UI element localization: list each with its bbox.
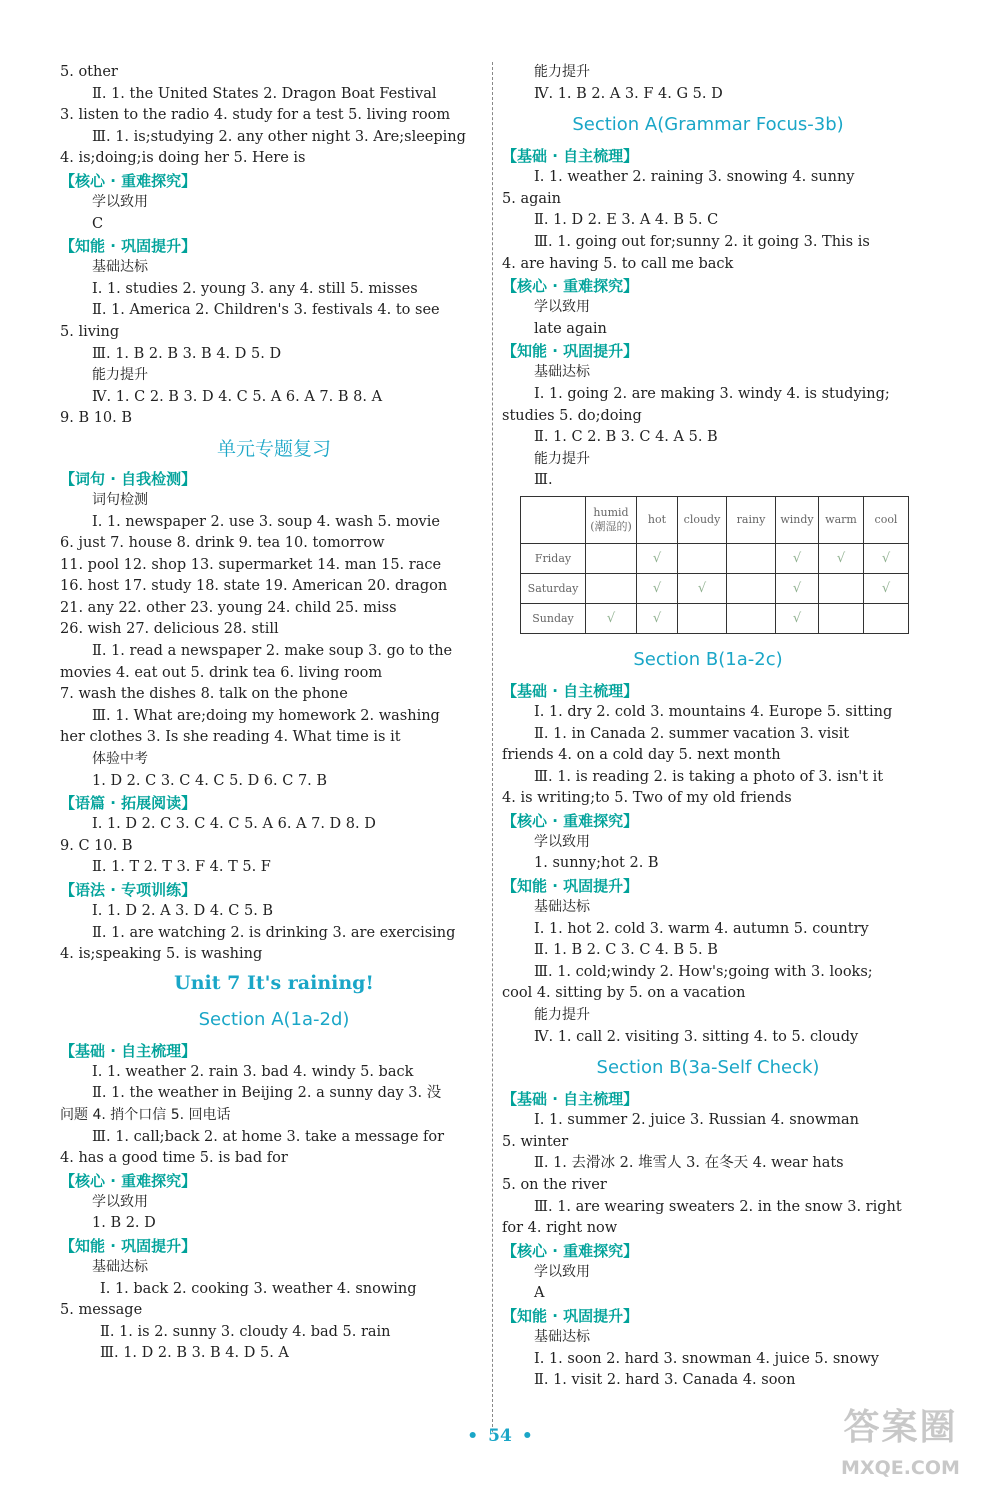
answer-line: Ⅲ. 1. cold;windy 2. How's;going with 3. looks; [534, 963, 873, 980]
weather-check-cell [637, 543, 678, 573]
answer-line: Ⅱ. 1. are watching 2. is drinking 3. are exercising [92, 924, 456, 941]
section-tag: 【基础 · 自主梳理】 [60, 1041, 197, 1060]
answer-line: Ⅲ. 1. is reading 2. is taking a photo of 3. isn't it [534, 768, 884, 785]
weather-header-cell: cool [864, 496, 909, 543]
weather-check-cell [678, 573, 727, 603]
section-title: Section A(1a-2d) [198, 1008, 350, 1030]
answer-line: Ⅰ. 1. going 2. are making 3. windy 4. is studying; [534, 385, 890, 402]
right-column [502, 62, 914, 1392]
weather-check-cell [776, 573, 819, 603]
answer-line: Ⅱ. 1. C 2. B 3. C 4. A 5. B [534, 429, 718, 446]
column-divider [492, 62, 493, 1432]
weather-check-cell [586, 603, 637, 633]
answer-line: 16. host 17. study 18. state 19. American 20. dragon [60, 578, 448, 595]
answer-line: Ⅰ. 1. dry 2. cold 3. mountains 4. Europe 5. sitting [534, 703, 893, 720]
section-tag: 【知能 · 巩固提升】 [502, 342, 639, 361]
section-tag: 【基础 · 自主梳理】 [502, 147, 639, 166]
check-mark: √ [836, 550, 846, 566]
section-tag: 【语法 · 专项训练】 [60, 881, 197, 899]
answer-line: Ⅲ. 1. What are;doing my homework 2. washing [92, 707, 440, 724]
answer-line: 学以致用 [92, 193, 148, 210]
answer-line: 基础达标 [92, 1258, 148, 1275]
weather-header-cell: cloudy [678, 496, 727, 543]
answer-line: 5. again [502, 190, 561, 207]
weather-header-cell [521, 496, 586, 543]
answer-line: 4. is;speaking 5. is washing [60, 946, 263, 963]
answer-line: Ⅲ. 1. B 2. B 3. B 4. D 5. D [92, 345, 282, 362]
answer-line: Ⅱ. 1. the United States 2. Dragon Boat Festival [92, 85, 437, 102]
weather-check-cell [776, 603, 819, 633]
answer-line: 5. living [60, 323, 120, 340]
unit-title: Unit 7 It's raining! [174, 971, 374, 994]
answer-line: 学以致用 [92, 1193, 148, 1210]
answer-line: 3. listen to the radio 4. study for a test 5. living room [60, 107, 451, 124]
section-title: Section B(1a-2c) [633, 648, 783, 670]
answer-line: Ⅱ. 1. the weather in Beijing 2. a sunny day 3. 没 [92, 1085, 442, 1102]
weather-row [521, 543, 909, 573]
weather-check-cell [727, 603, 776, 633]
weather-header-cell: hot [637, 496, 678, 543]
answer-line: 6. just 7. house 8. drink 9. tea 10. tomorrow [60, 535, 385, 552]
answer-line: Ⅱ. 1. is 2. sunny 3. cloudy 4. bad 5. rain [100, 1323, 391, 1340]
answer-line: 1. D 2. C 3. C 4. C 5. D 6. C 7. B [92, 772, 328, 789]
answer-line: Ⅱ. 1. America 2. Children's 3. festivals 4. to see [92, 302, 440, 319]
answer-line: A [534, 1285, 545, 1302]
check-mark: √ [792, 610, 802, 626]
answer-line: cool 4. sitting by 5. on a vacation [502, 985, 746, 1002]
weather-check-cell [819, 573, 864, 603]
weather-day-cell: Saturday [521, 573, 586, 603]
section-tag: 【知能 · 巩固提升】 [502, 1306, 639, 1325]
check-mark: √ [697, 580, 707, 596]
weather-check-cell [864, 603, 909, 633]
section-tag: 【核心 · 重难探究】 [60, 171, 197, 190]
weather-check-cell [678, 603, 727, 633]
answer-line: Ⅲ. [534, 472, 553, 489]
answer-line: Ⅰ. 1. weather 2. rain 3. bad 4. windy 5. back [92, 1063, 414, 1080]
answer-line: for 4. right now [502, 1220, 618, 1237]
answer-line: Ⅰ. 1. D 2. A 3. D 4. C 5. B [92, 903, 274, 919]
answer-line: 5. on the river [502, 1177, 607, 1193]
weather-check-cell [727, 543, 776, 573]
answer-line: 词句检测 [92, 491, 148, 508]
weather-check-cell [864, 573, 909, 603]
section-tag: 【核心 · 重难探究】 [502, 1241, 639, 1260]
weather-check-cell [819, 603, 864, 633]
weather-check-cell [727, 573, 776, 603]
weather-check-cell [819, 543, 864, 573]
section-tag: 【基础 · 自主梳理】 [502, 1090, 639, 1109]
page-dot-left: • [467, 1426, 479, 1446]
weather-check-cell [864, 543, 909, 573]
weather-day-cell: Sunday [521, 603, 586, 633]
answer-line: 基础达标 [534, 1328, 590, 1345]
weather-check-cell [586, 543, 637, 573]
answer-line: 9. B 10. B [60, 410, 133, 427]
check-mark: √ [652, 580, 662, 596]
answer-line: Ⅰ. 1. back 2. cooking 3. weather 4. snowing [100, 1280, 417, 1297]
answer-line: Ⅰ. 1. soon 2. hard 3. snowman 4. juice 5. snowy [534, 1350, 879, 1367]
left-column [60, 62, 488, 1365]
answer-line: 11. pool 12. shop 13. supermarket 14. man 15. race [60, 556, 442, 573]
check-mark: √ [652, 550, 662, 566]
answer-line: Ⅱ. 1. B 2. C 3. C 4. B 5. B [534, 942, 718, 959]
answer-line: Ⅰ. 1. newspaper 2. use 3. soup 4. wash 5. movie [92, 513, 440, 530]
weather-header-cell: windy [776, 496, 819, 543]
answer-line: 5. winter [502, 1133, 569, 1150]
answer-line: Ⅳ. 1. C 2. B 3. D 4. C 5. A 6. A 7. B 8. A [92, 388, 383, 405]
answer-line: movies 4. eat out 5. drink tea 6. living room [60, 664, 383, 681]
weather-check-cell [776, 543, 819, 573]
answer-line: Ⅲ. 1. call;back 2. at home 3. take a message for [92, 1128, 445, 1145]
weather-day-cell: Friday [521, 543, 586, 573]
page-dot-right: • [521, 1426, 533, 1446]
answer-line: her clothes 3. Is she reading 4. What time is it [60, 729, 401, 746]
answer-line: 基础达标 [534, 364, 590, 381]
answer-line: Ⅱ. 1. 去滑冰 2. 堆雪人 3. 在冬天 4. wear hats [534, 1155, 844, 1172]
answer-line: Ⅱ. 1. T 2. T 3. F 4. T 5. F [92, 859, 271, 876]
answer-line: 5. message [60, 1302, 143, 1319]
answer-line: 4. has a good time 5. is bad for [60, 1150, 288, 1167]
weather-check-cell [586, 573, 637, 603]
answer-line: 基础达标 [92, 259, 148, 276]
section-title: Section B(3a-Self Check) [596, 1057, 820, 1079]
answer-line: 4. is;doing;is doing her 5. Here is [60, 150, 306, 167]
check-mark: √ [881, 550, 891, 566]
check-mark: √ [881, 580, 891, 596]
answer-line: Ⅰ. 1. studies 2. young 3. any 4. still 5. misses [92, 280, 418, 297]
section-tag: 【知能 · 巩固提升】 [60, 237, 197, 256]
answer-line: 26. wish 27. delicious 28. still [60, 621, 279, 638]
answer-line: 1. sunny;hot 2. B [534, 855, 659, 872]
weather-row [521, 603, 909, 633]
section-tag: 【语篇 · 拓展阅读】 [60, 794, 197, 813]
answer-line: Ⅰ. 1. hot 2. cold 3. warm 4. autumn 5. country [534, 920, 869, 937]
answer-line: 能力提升 [534, 1007, 590, 1024]
answer-line: 21. any 22. other 23. young 24. child 25. miss [60, 599, 397, 616]
weather-header-cell: rainy [727, 496, 776, 543]
answer-line: Ⅳ. 1. B 2. A 3. F 4. G 5. D [534, 85, 723, 102]
answer-line: Ⅳ. 1. call 2. visiting 3. sitting 4. to 5. cloudy [534, 1028, 859, 1045]
section-title: Section A(Grammar Focus-3b) [572, 114, 844, 136]
answer-line: Ⅱ. 1. D 2. E 3. A 4. B 5. C [534, 212, 719, 229]
answer-line: Ⅰ. 1. weather 2. raining 3. snowing 4. sunny [534, 169, 855, 186]
answer-line: studies 5. do;doing [502, 407, 642, 424]
answer-line: Ⅲ. 1. are wearing sweaters 2. in the snow 3. right [534, 1198, 902, 1215]
answer-line: Ⅰ. 1. D 2. C 3. C 4. C 5. A 6. A 7. D 8. D [92, 816, 376, 833]
answer-line: 学以致用 [534, 1263, 590, 1280]
weather-row [521, 573, 909, 603]
section-tag: 【核心 · 重难探究】 [502, 277, 639, 296]
answer-line: 基础达标 [534, 899, 590, 916]
watermark-logo [813, 1400, 988, 1495]
section-tag: 【词句 · 自我检测】 [60, 469, 197, 488]
weather-check-cell [637, 603, 678, 633]
section-tag: 【基础 · 自主梳理】 [502, 681, 639, 700]
answer-line: 7. wash the dishes 8. talk on the phone [60, 686, 348, 703]
section-tag: 【核心 · 重难探究】 [60, 1171, 197, 1190]
answer-line: Ⅱ. 1. read a newspaper 2. make soup 3. go to the [92, 643, 453, 660]
answer-line: friends 4. on a cold day 5. next month [502, 747, 781, 764]
answer-line: Ⅱ. 1. in Canada 2. summer vacation 3. visit [534, 725, 850, 742]
section-tag: 【知能 · 巩固提升】 [60, 1236, 197, 1255]
answer-line: 5. other [60, 64, 118, 80]
section-tag: 【核心 · 重难探究】 [502, 811, 639, 830]
check-mark: √ [792, 580, 802, 596]
answer-line: Ⅲ. 1. going out for;sunny 2. it going 3. This is [534, 233, 870, 250]
watermark-url: MXQE.COM [841, 1457, 960, 1479]
weather-header-cell: humid (潮湿的) [586, 496, 637, 543]
answer-line: 4. are having 5. to call me back [502, 255, 734, 272]
weather-header-cell: warm [819, 496, 864, 543]
weather-check-cell [678, 543, 727, 573]
page-number-value: 54 [488, 1426, 512, 1446]
answer-line: C [92, 215, 104, 232]
check-mark: √ [792, 550, 802, 566]
review-title: 单元专题复习 [216, 437, 331, 460]
answer-line: Ⅲ. 1. D 2. B 3. B 4. D 5. A [100, 1345, 289, 1362]
answer-line: 能力提升 [534, 64, 590, 80]
answer-line: 学以致用 [534, 833, 590, 850]
answer-line: Ⅱ. 1. visit 2. hard 3. Canada 4. soon [534, 1372, 796, 1389]
answer-line: 体验中考 [92, 751, 148, 768]
check-mark: √ [652, 610, 662, 626]
answer-line: 能力提升 [92, 367, 148, 384]
answer-line: late again [534, 320, 607, 337]
answer-line: 1. B 2. D [92, 1215, 156, 1232]
answer-line: 能力提升 [534, 450, 590, 467]
check-mark: √ [606, 610, 616, 626]
answer-line: 9. C 10. B [60, 837, 133, 854]
answer-line: 4. is writing;to 5. Two of my old friends [502, 790, 792, 807]
watermark-text: 答案圈 [843, 1407, 958, 1448]
answer-line: Ⅲ. 1. is;studying 2. any other night 3. Are;sleeping [92, 128, 466, 145]
answer-line: 学以致用 [534, 299, 590, 316]
weather-check-cell [637, 573, 678, 603]
weather-table [520, 496, 909, 634]
answer-line: 问题 4. 捎个口信 5. 回电话 [60, 1106, 231, 1123]
answer-line: Ⅰ. 1. summer 2. juice 3. Russian 4. snowman [534, 1112, 859, 1129]
section-tag: 【知能 · 巩固提升】 [502, 877, 639, 896]
